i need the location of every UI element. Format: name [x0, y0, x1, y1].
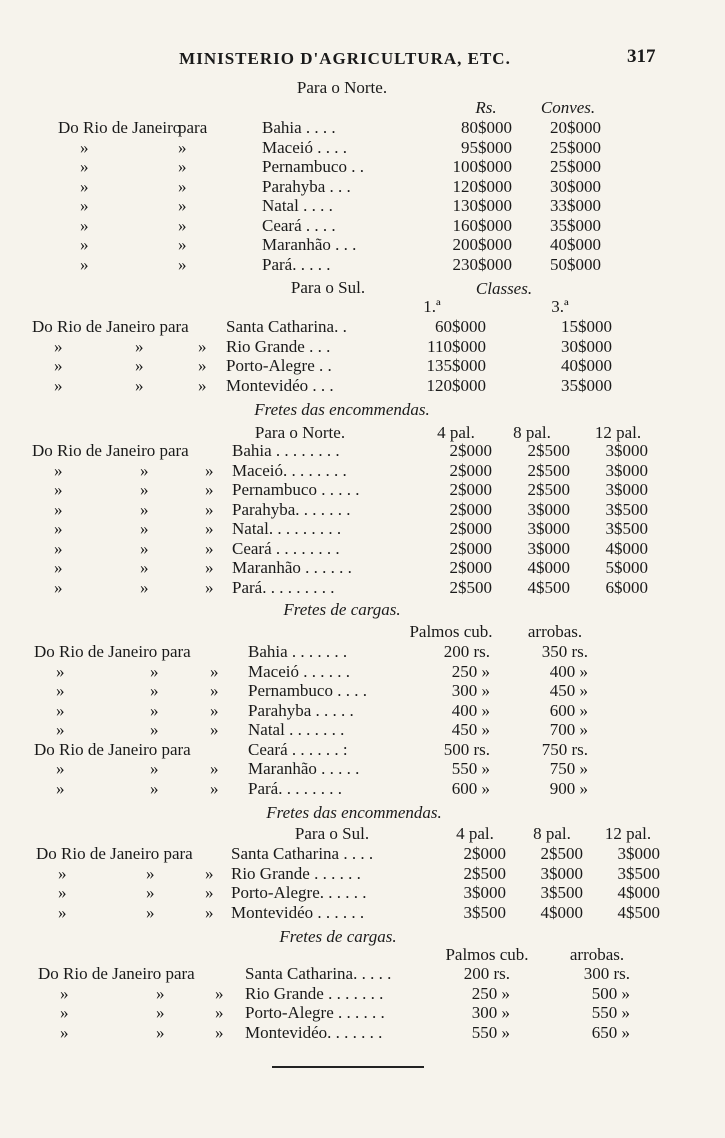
row-origin: » — [80, 255, 89, 274]
row-destination: Parahyba . . . . . — [248, 701, 354, 720]
row-para: » — [205, 519, 214, 538]
row-origin: Do Rio de Janeiro para — [36, 844, 193, 863]
row-destination: Ceará . . . . — [262, 216, 336, 235]
row-value-a: 2$000 — [463, 844, 506, 863]
row-para: » — [205, 903, 214, 922]
row-value-b: 25$000 — [550, 138, 601, 157]
row-destination: Santa Catharina. . — [226, 317, 347, 336]
row-value-b: 750 » — [549, 759, 588, 778]
row-value-b: 600 » — [549, 701, 588, 720]
row-value-a: 2$000 — [449, 500, 492, 519]
row-origin: Do Rio de Janeiro para — [32, 317, 189, 336]
s2-col-a-header: 1.ª — [423, 297, 441, 316]
row-value-a: 500 rs. — [443, 740, 490, 759]
row-origin: » — [54, 356, 63, 375]
row-destination: Pará. . . . . . . . . — [232, 578, 335, 597]
row-value-b: 4$000 — [527, 558, 570, 577]
row-value-a: 450 » — [451, 720, 490, 739]
row-para: » — [205, 558, 214, 577]
row-destination: Rio Grande . . . — [226, 337, 331, 356]
row-para: » — [210, 779, 219, 798]
row-value-a: 300 » — [471, 1003, 510, 1022]
row-para: » — [178, 157, 187, 176]
row-value-b: 3$000 — [527, 500, 570, 519]
row-origin: » — [54, 337, 63, 356]
row-origin: » — [54, 480, 63, 499]
row-para: » — [210, 759, 219, 778]
s2-title: Para o Sul. — [290, 278, 366, 297]
row-destination: Rio Grande . . . . . . — [231, 864, 361, 883]
row-destination: Parahyba . . . — [262, 177, 351, 196]
row-value-a: 120$000 — [452, 177, 512, 196]
row-value-c: 3$000 — [605, 441, 648, 460]
row-para: » — [215, 1023, 224, 1042]
page-number: 317 — [627, 46, 656, 67]
row-ditto: » — [135, 356, 144, 375]
row-value-c: 3$500 — [617, 864, 660, 883]
row-destination: Pernambuco . . — [262, 157, 364, 176]
row-value-b: 750 rs. — [541, 740, 588, 759]
s3-subtitle: Para o Norte. — [254, 423, 346, 442]
s5-col-a-header: 4 pal. — [456, 824, 494, 843]
row-value-a: 60$000 — [435, 317, 486, 336]
row-destination: Porto-Alegre . . — [226, 356, 332, 375]
row-ditto: » — [150, 662, 159, 681]
row-origin: » — [58, 883, 67, 902]
row-ditto: » — [146, 864, 155, 883]
row-value-a: 250 » — [471, 984, 510, 1003]
row-value-a: 300 » — [451, 681, 490, 700]
row-value-a: 200 rs. — [443, 642, 490, 661]
row-value-c: 3$500 — [605, 519, 648, 538]
row-origin: » — [80, 157, 89, 176]
row-destination: Montevidéo. . . . . . . — [245, 1023, 383, 1042]
row-ditto: » — [140, 539, 149, 558]
row-origin: » — [58, 903, 67, 922]
row-ditto: » — [140, 558, 149, 577]
row-origin: » — [56, 720, 65, 739]
row-value-b: 3$000 — [527, 539, 570, 558]
row-value-b: 33$000 — [550, 196, 601, 215]
row-origin: » — [80, 177, 89, 196]
row-ditto: » — [146, 883, 155, 902]
row-origin: » — [80, 138, 89, 157]
row-para: » — [210, 701, 219, 720]
row-para: » — [198, 376, 207, 395]
row-value-b: 30$000 — [561, 337, 612, 356]
row-value-a: 550 » — [471, 1023, 510, 1042]
row-value-a: 120$000 — [426, 376, 486, 395]
row-destination: Natal. . . . . . . . . — [232, 519, 342, 538]
s4-col-b-header: arrobas. — [527, 622, 583, 641]
row-value-b: 700 » — [549, 720, 588, 739]
row-value-c: 4$000 — [605, 539, 648, 558]
row-value-a: 80$000 — [461, 118, 512, 137]
row-destination: Ceará . . . . . . . . — [232, 539, 340, 558]
row-destination: Ceará . . . . . . : — [248, 740, 348, 759]
s1-col-a-header: Rs. — [475, 98, 497, 117]
row-value-b: 350 rs. — [541, 642, 588, 661]
row-value-b: 50$000 — [550, 255, 601, 274]
row-value-b: 20$000 — [550, 118, 601, 137]
row-para: para — [178, 118, 208, 137]
row-value-b: 900 » — [549, 779, 588, 798]
row-destination: Maceió . . . . . . — [248, 662, 350, 681]
row-destination: Rio Grande . . . . . . . — [245, 984, 384, 1003]
row-para: » — [210, 720, 219, 739]
row-value-a: 100$000 — [452, 157, 512, 176]
row-destination: Maranhão . . . . . — [248, 759, 360, 778]
row-origin: » — [56, 701, 65, 720]
row-value-a: 600 » — [451, 779, 490, 798]
row-ditto: » — [140, 480, 149, 499]
row-destination: Santa Catharina. . . . . — [245, 964, 392, 983]
s1-col-b-header: Conves. — [540, 98, 596, 117]
row-value-a: 130$000 — [452, 196, 512, 215]
row-destination: Maceió . . . . — [262, 138, 347, 157]
row-value-a: 200 rs. — [463, 964, 510, 983]
row-destination: Parahyba. . . . . . . — [232, 500, 351, 519]
row-destination: Montevidéo . . . — [226, 376, 334, 395]
row-value-b: 3$000 — [540, 864, 583, 883]
row-value-a: 110$000 — [427, 337, 486, 356]
s4-title: Fretes de cargas. — [283, 600, 401, 619]
row-origin: » — [80, 196, 89, 215]
row-para: » — [205, 500, 214, 519]
row-origin: » — [80, 216, 89, 235]
row-origin: » — [54, 376, 63, 395]
row-para: » — [198, 356, 207, 375]
row-ditto: » — [140, 578, 149, 597]
row-value-a: 2$500 — [449, 578, 492, 597]
row-value-b: 35$000 — [561, 376, 612, 395]
s2-classes-header: Classes. — [475, 279, 533, 298]
row-destination: Pará. . . . . . . . — [248, 779, 342, 798]
row-origin: Do Rio de Janeiro para — [38, 964, 195, 983]
row-value-a: 2$000 — [449, 480, 492, 499]
row-value-a: 250 » — [451, 662, 490, 681]
row-destination: Pernambuco . . . . — [248, 681, 367, 700]
row-origin: Do Rio de Janeiro para — [32, 441, 189, 460]
row-value-c: 3$500 — [605, 500, 648, 519]
row-ditto: » — [150, 779, 159, 798]
running-header: MINISTERIO D'AGRICULTURA, ETC. — [179, 49, 511, 68]
row-para: » — [178, 216, 187, 235]
row-destination: Maceió. . . . . . . . — [232, 461, 347, 480]
row-para: » — [178, 255, 187, 274]
row-value-b: 550 » — [591, 1003, 630, 1022]
row-para: » — [198, 337, 207, 356]
row-para: » — [178, 177, 187, 196]
row-value-a: 200$000 — [452, 235, 512, 254]
row-destination: Maranhão . . . . . . — [232, 558, 352, 577]
row-value-c: 3$000 — [617, 844, 660, 863]
s5-col-b-header: 8 pal. — [533, 824, 571, 843]
row-value-a: 400 » — [451, 701, 490, 720]
row-value-c: 6$000 — [605, 578, 648, 597]
row-value-b: 15$000 — [561, 317, 612, 336]
row-value-a: 3$000 — [463, 883, 506, 902]
s5-col-c-header: 12 pal. — [604, 824, 652, 843]
row-para: » — [205, 480, 214, 499]
s1-title: Para o Norte. — [296, 78, 388, 97]
row-value-c: 3$000 — [605, 461, 648, 480]
row-ditto: » — [156, 1023, 165, 1042]
row-para: » — [178, 235, 187, 254]
s2-col-b-header: 3.ª — [551, 297, 569, 316]
row-destination: Bahia . . . . — [262, 118, 336, 137]
row-ditto: » — [135, 337, 144, 356]
row-value-b: 4$500 — [527, 578, 570, 597]
row-destination: Bahia . . . . . . . . — [232, 441, 340, 460]
row-para: » — [205, 883, 214, 902]
row-origin: » — [60, 1003, 69, 1022]
row-value-b: 35$000 — [550, 216, 601, 235]
row-destination: Pernambuco . . . . . — [232, 480, 360, 499]
row-origin: » — [56, 681, 65, 700]
row-value-c: 4$500 — [617, 903, 660, 922]
s3-col-a-header: 4 pal. — [437, 423, 475, 442]
s6-title: Fretes de cargas. — [279, 927, 397, 946]
row-value-a: 2$000 — [449, 519, 492, 538]
row-origin: » — [58, 864, 67, 883]
row-para: » — [215, 1003, 224, 1022]
row-value-c: 5$000 — [605, 558, 648, 577]
s6-col-a-header: Palmos cub. — [445, 945, 529, 964]
row-para: » — [210, 681, 219, 700]
row-value-b: 2$500 — [527, 480, 570, 499]
row-ditto: » — [140, 500, 149, 519]
row-value-c: 3$000 — [605, 480, 648, 499]
row-ditto: » — [146, 903, 155, 922]
row-ditto: » — [150, 720, 159, 739]
row-origin: » — [80, 235, 89, 254]
s5-title: Fretes das encommendas. — [266, 803, 442, 822]
row-ditto: » — [135, 376, 144, 395]
row-value-a: 2$000 — [449, 461, 492, 480]
row-destination: Maranhão . . . — [262, 235, 357, 254]
row-value-b: 500 » — [591, 984, 630, 1003]
s5-subtitle: Para o Sul. — [294, 824, 370, 843]
closing-rule — [272, 1066, 424, 1068]
row-value-b: 650 » — [591, 1023, 630, 1042]
row-origin: » — [54, 461, 63, 480]
row-para: » — [178, 196, 187, 215]
row-value-b: 2$500 — [527, 461, 570, 480]
row-origin: » — [56, 662, 65, 681]
row-value-a: 2$500 — [463, 864, 506, 883]
row-para: » — [215, 984, 224, 1003]
s4-col-a-header: Palmos cub. — [409, 622, 493, 641]
s3-col-b-header: 8 pal. — [513, 423, 551, 442]
s3-col-c-header: 12 pal. — [594, 423, 642, 442]
row-value-a: 2$000 — [449, 539, 492, 558]
row-value-a: 2$000 — [449, 441, 492, 460]
row-origin: » — [54, 519, 63, 538]
row-destination: Porto-Alegre . . . . . . — [245, 1003, 385, 1022]
row-destination: Natal . . . . . . . — [248, 720, 345, 739]
row-para: » — [205, 461, 214, 480]
row-destination: Santa Catharina . . . . — [231, 844, 374, 863]
row-ditto: » — [156, 1003, 165, 1022]
row-value-b: 40$000 — [561, 356, 612, 375]
row-origin: Do Rio de Janeiro para — [34, 740, 191, 759]
row-ditto: » — [140, 519, 149, 538]
row-value-b: 2$500 — [527, 441, 570, 460]
row-destination: Natal . . . . — [262, 196, 333, 215]
row-value-b: 25$000 — [550, 157, 601, 176]
row-origin: » — [56, 779, 65, 798]
row-value-c: 4$000 — [617, 883, 660, 902]
row-value-b: 400 » — [549, 662, 588, 681]
row-value-b: 4$000 — [540, 903, 583, 922]
row-para: » — [205, 864, 214, 883]
row-value-a: 550 » — [451, 759, 490, 778]
row-para: » — [205, 539, 214, 558]
row-origin: » — [54, 558, 63, 577]
row-para: » — [210, 662, 219, 681]
row-value-b: 3$500 — [540, 883, 583, 902]
row-value-b: 2$500 — [540, 844, 583, 863]
row-destination: Montevidéo . . . . . . — [231, 903, 365, 922]
s6-col-b-header: arrobas. — [569, 945, 625, 964]
row-origin: » — [54, 578, 63, 597]
row-destination: Pará. . . . . — [262, 255, 331, 274]
row-value-a: 135$000 — [426, 356, 486, 375]
row-origin: » — [54, 500, 63, 519]
row-value-b: 3$000 — [527, 519, 570, 538]
row-ditto: » — [150, 701, 159, 720]
row-ditto: » — [150, 759, 159, 778]
row-value-b: 450 » — [549, 681, 588, 700]
row-value-b: 30$000 — [550, 177, 601, 196]
row-ditto: » — [140, 461, 149, 480]
row-ditto: » — [156, 984, 165, 1003]
row-value-b: 40$000 — [550, 235, 601, 254]
row-origin: » — [54, 539, 63, 558]
row-para: » — [178, 138, 187, 157]
row-destination: Bahia . . . . . . . — [248, 642, 348, 661]
row-origin: » — [60, 984, 69, 1003]
row-value-a: 2$000 — [449, 558, 492, 577]
row-value-a: 3$500 — [463, 903, 506, 922]
row-origin: » — [56, 759, 65, 778]
row-value-a: 230$000 — [452, 255, 512, 274]
row-value-a: 95$000 — [461, 138, 512, 157]
row-value-a: 160$000 — [452, 216, 512, 235]
row-value-b: 300 rs. — [583, 964, 630, 983]
s3-title: Fretes das encommendas. — [254, 400, 430, 419]
row-ditto: » — [150, 681, 159, 700]
row-para: » — [205, 578, 214, 597]
row-origin: Do Rio de Janeiro — [58, 118, 182, 137]
row-origin: » — [60, 1023, 69, 1042]
row-destination: Porto-Alegre. . . . . . — [231, 883, 367, 902]
row-origin: Do Rio de Janeiro para — [34, 642, 191, 661]
